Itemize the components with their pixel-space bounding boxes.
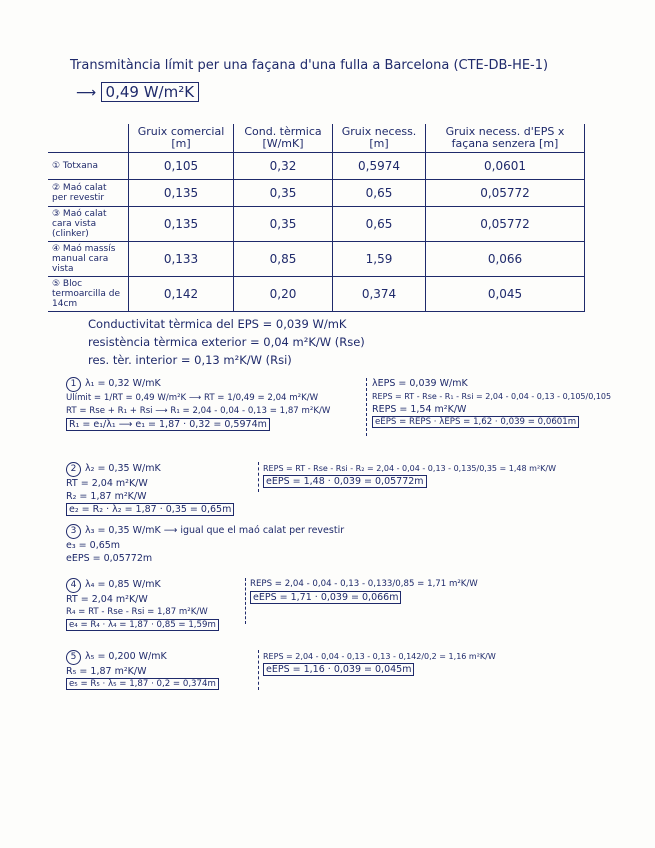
row-label: ④ Maó massís manual cara vista: [48, 242, 129, 277]
cell-eps: 0,05772: [426, 180, 585, 207]
table-row: [48, 207, 585, 242]
cell-cond: 0,32: [234, 153, 333, 180]
calc-section-4-right: [250, 578, 550, 604]
calc-section-4-left: [66, 578, 256, 632]
constant-line: res. tèr. interior = 0,13 m²K/W (Rsi): [88, 353, 292, 367]
table-row: [48, 277, 585, 312]
section-number: 1: [66, 377, 81, 392]
calc-line: e₃ = 0,65m: [66, 540, 121, 551]
calc-result: eEPS = 1,16 · 0,039 = 0,045m: [263, 663, 414, 676]
row-label: ① Totxana: [48, 153, 129, 180]
calc-result: eEPS = 1,71 · 0,039 = 0,066m: [250, 591, 401, 604]
cell-eps: 0,066: [426, 242, 585, 277]
table-row: [48, 242, 585, 277]
cell-necess: 0,65: [333, 207, 426, 242]
calc-line: REPS = 1,54 m²K/W: [372, 404, 467, 415]
calc-result: e₅ = R₅ · λ₅ = 1,87 · 0,2 = 0,374m: [66, 678, 219, 690]
cell-cond: 0,85: [234, 242, 333, 277]
cell-necess: 0,5974: [333, 153, 426, 180]
cell-gruix: 0,105: [129, 153, 234, 180]
calc-section-2-left: [66, 462, 266, 516]
cell-cond: 0,35: [234, 207, 333, 242]
calc-line: REPS = 2,04 - 0,04 - 0,13 - 0,13 - 0,142/0,2 = 1,16 m²K/W: [263, 652, 496, 661]
calc-line: R₂ = 1,87 m²K/W: [66, 491, 147, 502]
table-corner: [48, 124, 129, 153]
column-header: Gruix necess. d'EPS x façana senzera [m]: [426, 124, 585, 153]
calc-line: R₅ = 1,87 m²K/W: [66, 666, 147, 677]
cell-cond: 0,35: [234, 180, 333, 207]
calc-section-5-left: [66, 650, 261, 691]
calc-line: λ₁ = 0,32 W/mK: [85, 378, 161, 389]
table-row: [48, 180, 585, 207]
calc-section-2-right: [263, 462, 593, 488]
calc-line: R₄ = RT - Rse - Rsi = 1,87 m²K/W: [66, 607, 208, 617]
cell-eps: 0,05772: [426, 207, 585, 242]
calc-line: RT = 2,04 m²K/W: [66, 478, 148, 489]
calc-section-1-right: [372, 377, 622, 429]
calc-line: λ₃ = 0,35 W/mK ⟶ igual que el maó calat per revestir: [85, 525, 345, 536]
calc-line: Ulímit = 1/RT = 0,49 W/m²K ⟶ RT = 1/0,49 = 2,04 m²K/W: [66, 393, 319, 403]
calc-line: λEPS = 0,039 W/mK: [372, 378, 468, 389]
table-row: [48, 153, 585, 180]
column-divider: [258, 650, 259, 690]
column-header: Gruix necess. [m]: [333, 124, 426, 153]
calc-section-5-right: [263, 650, 603, 676]
calc-line: REPS = RT - Rse - R₁ - Rsi = 2,04 - 0,04 - 0,13 - 0,105/0,105: [372, 392, 612, 401]
page-title: Transmitància límit per una façana d'una fulla a Barcelona (CTE-DB-HE-1): [70, 58, 549, 73]
cell-necess: 1,59: [333, 242, 426, 277]
column-divider: [245, 578, 246, 624]
row-label: ③ Maó calat cara vista (clinker): [48, 207, 129, 242]
cell-gruix: 0,142: [129, 277, 234, 312]
cell-eps: 0,045: [426, 277, 585, 312]
calc-line: λ₂ = 0,35 W/mK: [85, 463, 161, 474]
row-label: ② Maó calat per revestir: [48, 180, 129, 207]
section-number: 3: [66, 524, 81, 539]
constant-line: resistència tèrmica exterior = 0,04 m²K/W (Rse): [88, 335, 365, 349]
column-divider: [258, 462, 259, 492]
calc-line: λ₄ = 0,85 W/mK: [85, 579, 161, 590]
column-header: Cond. tèrmica [W/mK]: [234, 124, 333, 153]
arrow-icon: ⟶: [76, 85, 97, 101]
limit-value-line: [76, 82, 199, 102]
section-number: 5: [66, 650, 81, 665]
calc-line: RT = 2,04 m²K/W: [66, 594, 148, 605]
cell-eps: 0,0601: [426, 153, 585, 180]
calc-section-3: [66, 524, 446, 565]
cell-cond: 0,20: [234, 277, 333, 312]
calc-line: REPS = RT - Rse - Rsi - R₂ = 2,04 - 0,04 - 0,13 - 0,135/0,35 = 1,48 m²K/W: [263, 464, 556, 473]
calc-line: λ₅ = 0,200 W/mK: [85, 651, 167, 662]
limit-transmittance-value: 0,49 W/m²K: [101, 82, 200, 102]
calc-line: RT = Rse + R₁ + Rsi ⟶ R₁ = 2,04 - 0,04 - 0,13 = 1,87 m²K/W: [66, 406, 331, 416]
table-header-row: [48, 124, 585, 153]
calc-line: REPS = 2,04 - 0,04 - 0,13 - 0,133/0,85 = 1,71 m²K/W: [250, 579, 478, 589]
calc-section-1-left: [66, 377, 366, 431]
constant-line: Conductivitat tèrmica del EPS = 0,039 W/mK: [88, 317, 347, 331]
materials-table: [48, 124, 585, 312]
calc-result: e₂ = R₂ · λ₂ = 1,87 · 0,35 = 0,65m: [66, 503, 234, 516]
calc-line: eEPS = 0,05772m: [66, 553, 153, 564]
cell-gruix: 0,135: [129, 180, 234, 207]
calc-result: e₄ = R₄ · λ₄ = 1,87 · 0,85 = 1,59m: [66, 619, 219, 631]
section-number: 4: [66, 578, 81, 593]
calc-result: eEPS = 1,48 · 0,039 = 0,05772m: [263, 475, 427, 488]
cell-necess: 0,374: [333, 277, 426, 312]
cell-gruix: 0,133: [129, 242, 234, 277]
calc-result: eEPS = REPS · λEPS = 1,62 · 0,039 = 0,0601m: [372, 416, 579, 428]
cell-necess: 0,65: [333, 180, 426, 207]
row-label: ⑤ Bloc termoarcilla de 14cm: [48, 277, 129, 312]
section-number: 2: [66, 462, 81, 477]
calc-result: R₁ = e₁/λ₁ ⟶ e₁ = 1,87 · 0,32 = 0,5974m: [66, 418, 270, 431]
column-header: Gruix comercial [m]: [129, 124, 234, 153]
column-divider: [366, 378, 367, 436]
cell-gruix: 0,135: [129, 207, 234, 242]
constants-block: [88, 315, 365, 369]
